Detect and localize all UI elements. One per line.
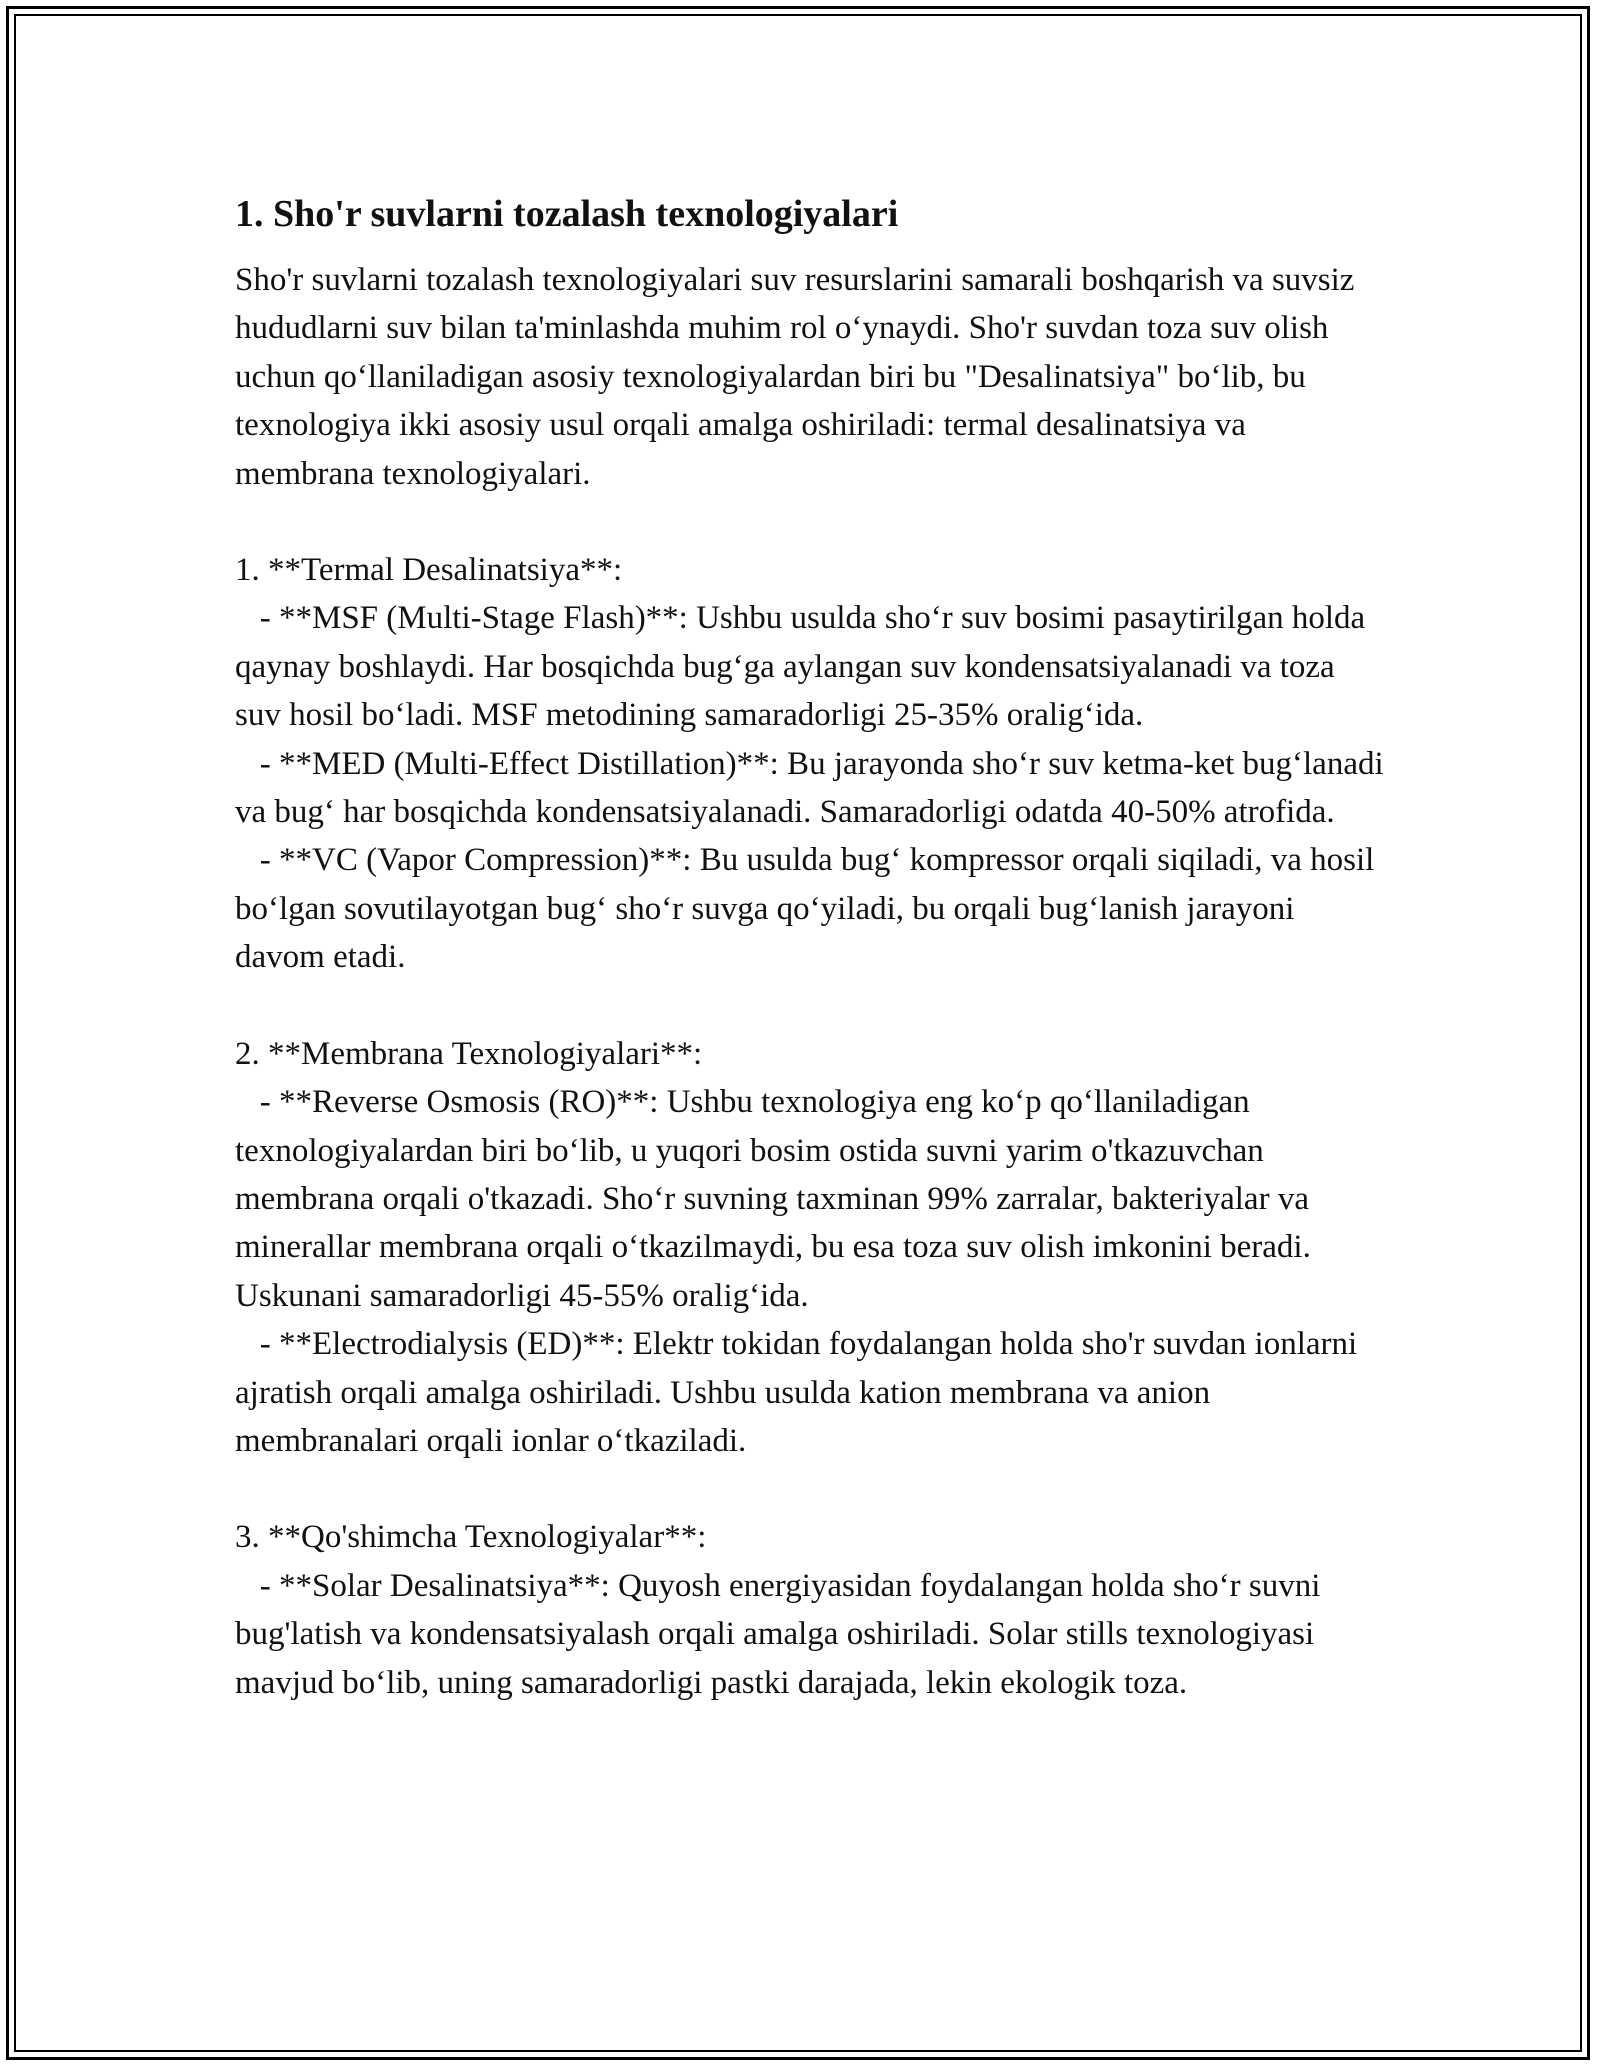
section-heading: 3. **Qo'shimcha Texnologiyalar**: — [235, 1519, 707, 1556]
section-heading: 2. **Membrana Texnologiyalari**: — [235, 1035, 703, 1072]
section-qoshimcha — [235, 1513, 1385, 1707]
document-title: 1. Sho'r suvlarni tozalash texnologiyalari — [235, 193, 899, 235]
intro-paragraph: Sho'r suvlarni tozalash texnologiyalari suv resurslarini samarali boshqarish va suvsiz hududlarni suv bilan ta'minlashda muhim rol o‘ynaydi. Sho'r suvdan toza suv olish uchun qo‘llaniladigan asosiy texnologiyalardan biri bu "Desalinatsiya" bo‘lib, bu texnologiya ikki asosiy usul orqali amalga oshiriladi: termal desalinatsiya va membrana texnologiyalari. — [235, 262, 1363, 492]
section-termal — [235, 546, 1392, 982]
list-item-med: - **MED (Multi-Effect Distillation)**: Bu jarayonda sho‘r suv ketma-ket bug‘lanadi va bug‘ har bosqichda kondensatsiyalanadi. Samaradorligi odatda 40-50% atrofida. — [235, 745, 1392, 831]
list-item-msf: - **MSF (Multi-Stage Flash)**: Ushbu usulda sho‘r suv bosimi pasaytirilgan holda qaynay boshlaydi. Har bosqichda bug‘ga aylangan suv kondensatsiyalanadi va toza suv hosil bo‘ladi. MSF metodining samaradorligi 25-35% oralig‘ida. — [235, 600, 1374, 734]
list-item-vc: - **VC (Vapor Compression)**: Bu usulda bug‘ kompressor orqali siqiladi, va hosil bo‘lgan sovutilayotgan bug‘ sho‘r suvga qo‘yiladi, bu orqali bug‘lanish jarayoni davom etadi. — [235, 842, 1383, 976]
list-item-ro: - **Reverse Osmosis (RO)**: Ushbu texnologiya eng ko‘p qo‘llaniladigan texnologiyalardan biri bo‘lib, u yuqori bosim ostida suvni yarim o'tkazuvchan membrana orqali o'tkazadi. Sho‘r suvning taxminan 99% zarralar, bakteriyalar va minerallar membrana orqali o‘tkazilmaydi, bu esa toza suv olish imkonini beradi. Uskunani samaradorligi 45-55% oralig‘ida. — [235, 1084, 1320, 1314]
list-item-ed: - **Electrodialysis (ED)**: Elektr tokidan foydalangan holda sho'r suvdan ionlarni ajratish orqali amalga oshiriladi. Ushbu usulda kation membrana va anion membranalari orqali ionlar o‘tkaziladi. — [235, 1326, 1366, 1459]
document-page — [235, 186, 1392, 1707]
list-item-solar: - **Solar Desalinatsiya**: Quyosh energiyasidan foydalangan holda sho‘r suvni bug'latish va kondensatsiyalash orqali amalga oshiriladi. Solar stills texnologiyasi mavjud bo‘lib, uning samaradorligi pastki darajada, lekin ekologik toza. — [235, 1567, 1329, 1701]
section-heading: 1. **Termal Desalinatsiya**: — [235, 552, 623, 589]
section-membrana — [235, 1030, 1385, 1466]
